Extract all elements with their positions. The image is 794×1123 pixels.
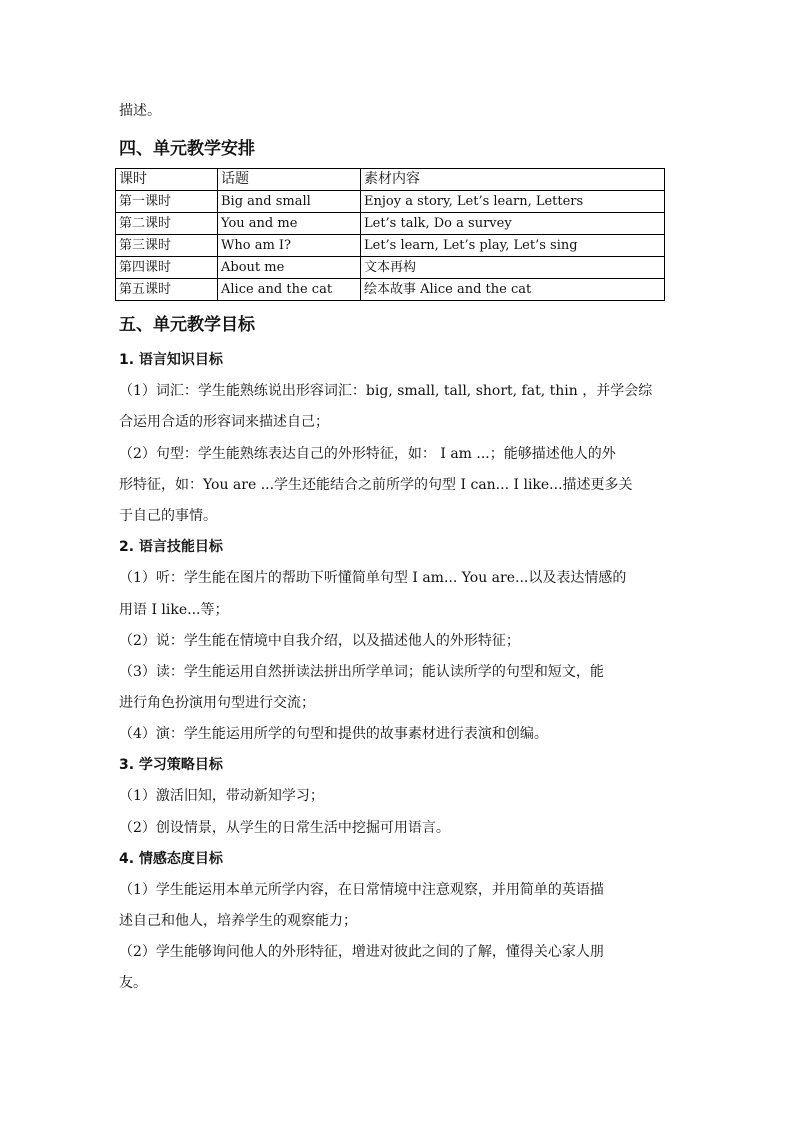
- paragraph-line: 合运用合适的形容词来描述自己；: [119, 414, 329, 430]
- cell-content: 文本再构: [361, 257, 665, 279]
- header-content: 素材内容: [361, 169, 665, 191]
- cell-lesson: 第一课时: [116, 191, 218, 213]
- paragraph-line: （2）句型：学生能熟练表达自己的外形特征，如： I am ...；能够描述他人的外: [119, 446, 616, 462]
- table-header-row: [116, 169, 665, 191]
- paragraph-line: （1）学生能运用本单元所学内容，在日常情境中注意观察，并用简单的英语描: [119, 882, 604, 898]
- cell-topic: Big and small: [218, 191, 361, 213]
- paragraph-line: （2）创设情景，从学生的日常生活中挖掘可用语言。: [119, 820, 450, 836]
- goal1-title: 1. 语言知识目标: [119, 352, 223, 368]
- cell-topic: You and me: [218, 213, 361, 235]
- table-row: [116, 213, 665, 235]
- schedule-table: [115, 168, 665, 301]
- paragraph-line: （3）读：学生能运用自然拼读法拼出所学单词；能认读所学的句型和短文，能: [119, 664, 604, 680]
- table-row: [116, 257, 665, 279]
- header-lesson: 课时: [116, 169, 218, 191]
- intro-tail-text: 描述。: [119, 103, 161, 119]
- cell-lesson: 第二课时: [116, 213, 218, 235]
- cell-topic: About me: [218, 257, 361, 279]
- cell-content: Enjoy a story, Let’s learn, Letters: [361, 191, 665, 213]
- paragraph-line: （2）学生能够询问他人的外形特征，增进对彼此之间的了解，懂得关心家人朋: [119, 944, 604, 960]
- paragraph-line: 于自己的事情。: [119, 508, 217, 524]
- cell-lesson: 第三课时: [116, 235, 218, 257]
- paragraph-line: 形特征，如：You are ...学生还能结合之前所学的句型 I can... I like...描述更多关: [119, 477, 633, 493]
- paragraph-line: （4）演：学生能运用所学的句型和提供的故事素材进行表演和创编。: [119, 726, 548, 742]
- cell-content: Let’s learn, Let’s play, Let’s sing: [361, 235, 665, 257]
- table-row: [116, 235, 665, 257]
- header-topic: 话题: [218, 169, 361, 191]
- section4-heading: 四、单元教学安排: [119, 139, 255, 159]
- paragraph-line: 进行角色扮演用句型进行交流；: [119, 695, 315, 711]
- goal2-title: 2. 语言技能目标: [119, 539, 223, 555]
- paragraph-line: 述自己和他人，培养学生的观察能力；: [119, 913, 357, 929]
- cell-lesson: 第五课时: [116, 279, 218, 301]
- paragraph-line: 友。: [119, 975, 147, 991]
- section5-heading: 五、单元教学目标: [119, 315, 255, 335]
- paragraph-line: （1）激活旧知，带动新知学习；: [119, 788, 324, 804]
- paragraph-line: （1）词汇：学生能熟练说出形容词汇：big, small, tall, short, fat, thin ，并学会综: [119, 383, 653, 399]
- table-row: [116, 279, 665, 301]
- paragraph-line: 用语 I like...等；: [119, 602, 229, 618]
- cell-content: 绘本故事 Alice and the cat: [361, 279, 665, 301]
- cell-topic: Alice and the cat: [218, 279, 361, 301]
- cell-lesson: 第四课时: [116, 257, 218, 279]
- paragraph-line: （1）听：学生能在图片的帮助下听懂简单句型 I am... You are...以及表达情感的: [119, 570, 627, 586]
- goal4-title: 4. 情感态度目标: [119, 851, 223, 867]
- cell-topic: Who am I?: [218, 235, 361, 257]
- cell-content: Let’s talk, Do a survey: [361, 213, 665, 235]
- goal3-title: 3. 学习策略目标: [119, 757, 223, 773]
- paragraph-line: （2）说：学生能在情境中自我介绍，以及描述他人的外形特征；: [119, 633, 520, 649]
- table-row: [116, 191, 665, 213]
